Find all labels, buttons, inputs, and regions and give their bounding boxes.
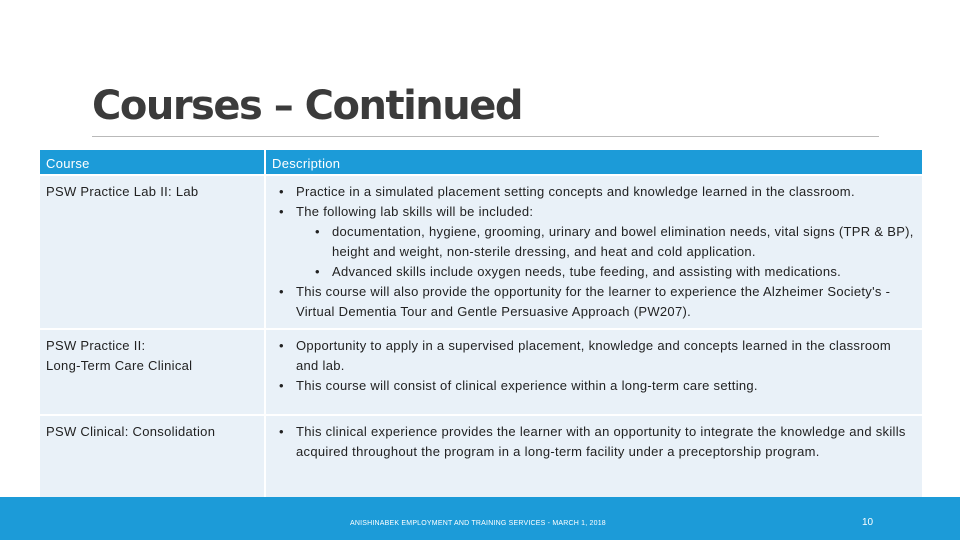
header-description: Description bbox=[265, 150, 923, 175]
list-item: • This course will consist of clinical experience within a long-term care setting. bbox=[272, 376, 916, 396]
courses-table bbox=[40, 150, 924, 503]
description-list bbox=[272, 336, 916, 396]
footer-bar bbox=[0, 497, 960, 540]
table-row bbox=[40, 175, 923, 329]
course-name bbox=[40, 329, 265, 415]
list-item-text: The following lab skills will be included: bbox=[296, 204, 534, 219]
list-item: • Practice in a simulated placement setting concepts and knowledge learned in the classroom. bbox=[272, 182, 916, 202]
course-description bbox=[265, 175, 923, 329]
table-row bbox=[40, 415, 923, 503]
course-name-line: Long-Term Care Clinical bbox=[46, 358, 193, 373]
table-header-row bbox=[40, 150, 923, 175]
list-item: • This course will also provide the opportunity for the learner to experience the Alzheimer Society's - Virtual Dementia Tour and Gentle Persuasive Approach (PW207). bbox=[272, 282, 916, 322]
footer-text: ANISHINABEK EMPLOYMENT AND TRAINING SERVICES - MARCH 1, 2018 bbox=[350, 520, 606, 527]
list-item: • Opportunity to apply in a supervised placement, knowledge and concepts learned in the classroom and lab. bbox=[272, 336, 916, 376]
description-list bbox=[272, 422, 916, 462]
page-number: 10 bbox=[862, 517, 874, 528]
sub-list-item: • documentation, hygiene, grooming, urinary and bowel elimination needs, vital signs (TPR & BP), height and weight, non-sterile dressing, and heat and cold application. bbox=[310, 222, 916, 262]
list-item bbox=[272, 202, 916, 282]
course-description bbox=[265, 415, 923, 503]
table-row bbox=[40, 329, 923, 415]
list-item: • This clinical experience provides the learner with an opportunity to integrate the knowledge and skills acquired throughout the program in a long-term facility under a preceptorship program. bbox=[272, 422, 916, 462]
slide-title: Courses – Continued bbox=[92, 83, 522, 129]
description-list bbox=[272, 182, 916, 322]
course-description bbox=[265, 329, 923, 415]
course-name: PSW Clinical: Consolidation bbox=[40, 415, 265, 503]
sub-list bbox=[310, 222, 916, 282]
sub-list-item: • Advanced skills include oxygen needs, tube feeding, and assisting with medications. bbox=[310, 262, 916, 282]
course-name: PSW Practice Lab II: Lab bbox=[40, 175, 265, 329]
title-divider bbox=[92, 136, 879, 137]
course-name-line: PSW Practice II: bbox=[46, 338, 146, 353]
header-course: Course bbox=[40, 150, 265, 175]
